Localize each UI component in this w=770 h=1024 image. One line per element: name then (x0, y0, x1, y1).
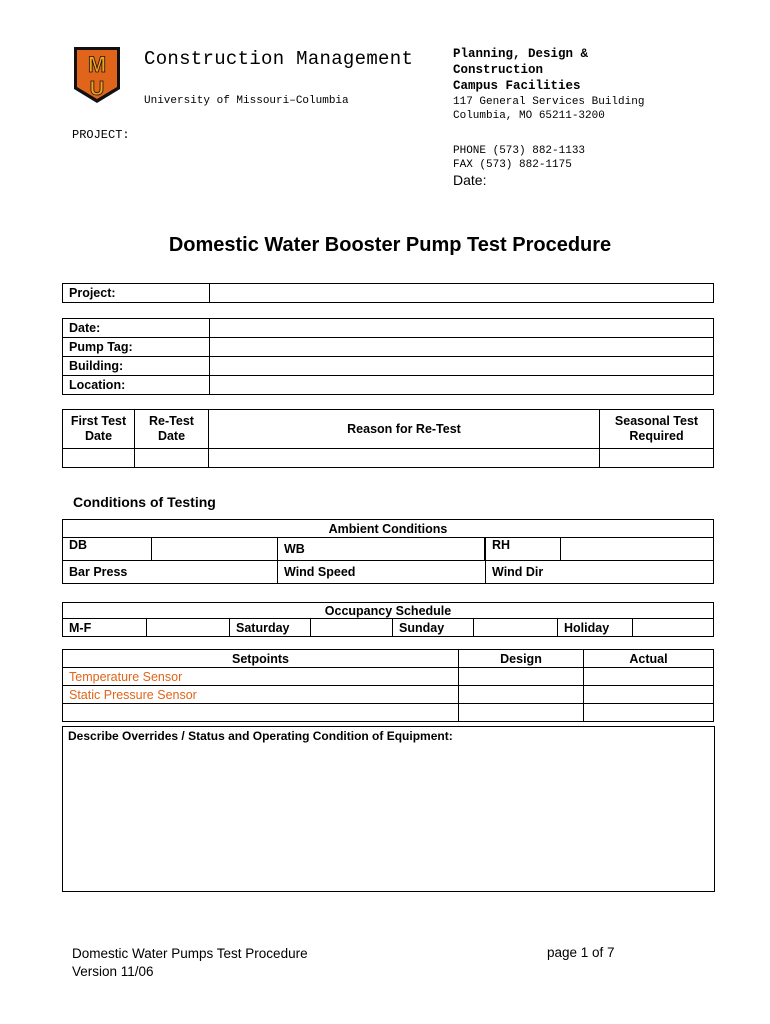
description-box[interactable] (62, 726, 715, 892)
first-test-date-field[interactable] (63, 449, 135, 468)
table-row (63, 561, 714, 584)
test-dates-table (62, 409, 714, 468)
org-line-2: Construction (453, 63, 544, 77)
svg-text:U: U (89, 78, 105, 100)
description-label: Describe Overrides / Status and Operating Condition of Equipment: (68, 729, 453, 743)
header-title: Construction Management (144, 48, 414, 70)
ambient-conditions-table (62, 519, 714, 584)
seasonal-test-header (600, 410, 714, 449)
date-label: Date: (63, 319, 210, 338)
table-row (63, 357, 714, 376)
seasonal-header-line-2: Required (629, 429, 684, 443)
contact-numbers (453, 144, 585, 172)
occupancy-header: Occupancy Schedule (63, 603, 714, 619)
setpoints-header: Setpoints (63, 650, 459, 668)
sunday-field[interactable] (474, 619, 558, 637)
rh-label: RH (486, 538, 561, 561)
table-row (63, 338, 714, 357)
saturday-label: Saturday (230, 619, 311, 637)
reason-for-retest-header: Reason for Re-Test (209, 410, 600, 449)
design-header: Design (459, 650, 584, 668)
pump-tag-field[interactable] (210, 338, 714, 357)
temperature-actual-field[interactable] (584, 668, 714, 686)
setpoints-table (62, 649, 714, 722)
table-row (63, 449, 714, 468)
setpoint-blank-design-field[interactable] (459, 704, 584, 722)
static-pressure-sensor-label: Static Pressure Sensor (63, 686, 459, 704)
temperature-design-field[interactable] (459, 668, 584, 686)
date-field[interactable] (210, 319, 714, 338)
info-table (62, 318, 714, 395)
table-row (63, 704, 714, 722)
location-field[interactable] (210, 376, 714, 395)
pump-tag-label: Pump Tag: (63, 338, 210, 357)
page-number: page 1 of 7 (547, 945, 615, 960)
address-line-2: Columbia, MO 65211-3200 (453, 110, 605, 122)
org-address (453, 95, 644, 123)
wind-speed-label: Wind Speed (278, 561, 486, 584)
setpoint-blank-label[interactable] (63, 704, 459, 722)
table-row (63, 603, 714, 619)
sunday-label: Sunday (393, 619, 474, 637)
table-row (63, 686, 714, 704)
setpoint-blank-actual-field[interactable] (584, 704, 714, 722)
retest-date-field[interactable] (135, 449, 209, 468)
project-table (62, 283, 714, 303)
org-line-1: Planning, Design & (453, 47, 589, 61)
holiday-label: Holiday (558, 619, 633, 637)
org-line-3: Campus Facilities (453, 79, 581, 93)
actual-header: Actual (584, 650, 714, 668)
table-row (63, 284, 714, 303)
table-row (63, 319, 714, 338)
mu-logo (72, 45, 122, 105)
document-title: Domestic Water Booster Pump Test Procedure (168, 234, 612, 256)
seasonal-field[interactable] (600, 449, 714, 468)
temperature-sensor-label: Temperature Sensor (63, 668, 459, 686)
table-row (63, 650, 714, 668)
first-test-header-line-2: Date (84, 429, 113, 443)
org-name (453, 46, 588, 94)
rh-field[interactable] (561, 538, 714, 561)
retest-header-line-2: Date (157, 429, 186, 443)
first-test-header-line-1: First Test (70, 414, 127, 428)
table-row (63, 410, 714, 449)
project-label: Project: (63, 284, 210, 303)
mf-field[interactable] (147, 619, 230, 637)
wind-dir-label: Wind Dir (486, 561, 714, 584)
table-row (63, 668, 714, 686)
fax-number: FAX (573) 882-1175 (453, 159, 572, 171)
conditions-title: Conditions of Testing (73, 494, 216, 510)
table-row (63, 619, 714, 637)
static-pressure-actual-field[interactable] (584, 686, 714, 704)
address-line-1: 117 General Services Building (453, 96, 645, 108)
project-field[interactable] (210, 284, 714, 303)
db-label: DB (63, 538, 152, 561)
first-test-date-header (63, 410, 135, 449)
static-pressure-design-field[interactable] (459, 686, 584, 704)
seasonal-header-line-1: Seasonal Test (614, 414, 699, 428)
table-row (63, 376, 714, 395)
retest-header-line-1: Re-Test (149, 414, 194, 428)
footer-left (72, 945, 308, 981)
mf-label: M-F (63, 619, 147, 637)
header-date-label: Date: (453, 172, 487, 188)
retest-date-header (135, 410, 209, 449)
footer-version: Version 11/06 (72, 964, 154, 979)
occupancy-schedule-table (62, 602, 714, 637)
project-header-label: PROJECT: (72, 128, 130, 142)
building-label: Building: (63, 357, 210, 376)
wb-label: WB (278, 538, 485, 561)
header-subtitle: University of Missouri–Columbia (144, 95, 349, 107)
svg-text:M: M (87, 52, 107, 77)
phone-number: PHONE (573) 882-1133 (453, 145, 586, 157)
holiday-field[interactable] (633, 619, 714, 637)
saturday-field[interactable] (311, 619, 393, 637)
table-row (63, 520, 714, 538)
building-field[interactable] (210, 357, 714, 376)
ambient-header: Ambient Conditions (63, 520, 714, 538)
db-field[interactable] (152, 538, 278, 561)
table-row (63, 538, 714, 561)
location-label: Location: (63, 376, 210, 395)
reason-field[interactable] (209, 449, 600, 468)
bar-press-label: Bar Press (63, 561, 278, 584)
footer-doc-name: Domestic Water Pumps Test Procedure (72, 946, 308, 961)
